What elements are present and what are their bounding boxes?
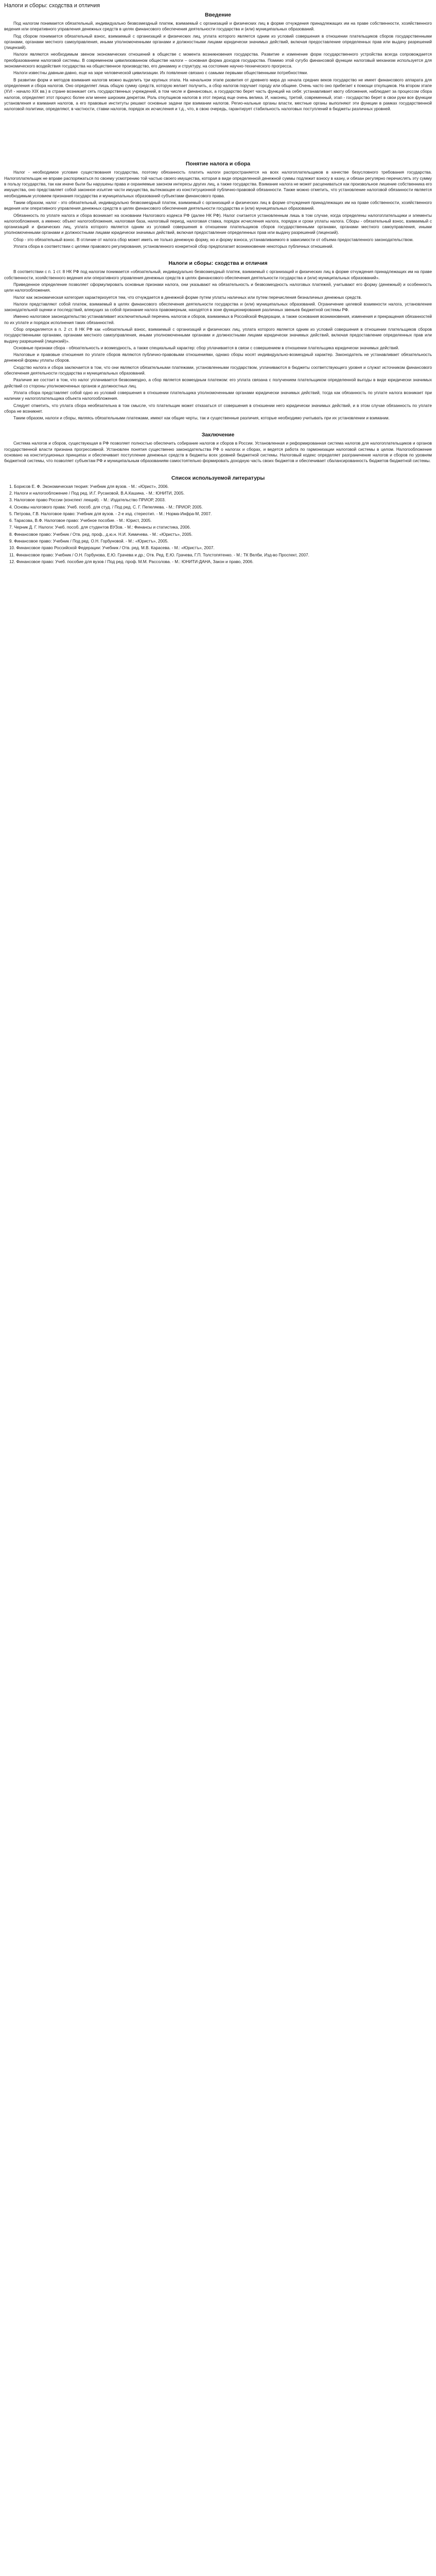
paragraph: Таким образом, налоги и сборы, являясь обязательными платежами, имеют как общие черты, так и существенные различия, которые необходимо учитывать при их установлении и взимании.: [13, 416, 390, 421]
reference-item: 4. Основы налогового права: Учеб. пособ. для студ. / Под ред. С. Г. Пепеляева. - М.: ПРИОР, 2005.: [9, 504, 432, 510]
section-similarities-differences: [4, 260, 432, 421]
page-spacer: [4, 252, 432, 258]
paragraph: Налоговые и правовые отношения по уплате сборов являются публично-правовыми отношениями, однако сборы носят индивидуально-возмездный характер. Законодатель не устанавливает обязательность денежной формы уплаты сборов.: [4, 352, 432, 363]
document-title: Налоги и сборы: сходства и отличия: [4, 3, 100, 9]
paragraph: В развитии форм и методов взимания налогов можно выделить три крупных этапа. На начальном этапе развития от древнего мира до начала средних веков государство не имеет финансового аппарата для определения и сбора налогов. Оно определяет лишь общую сумму средств, которую желает получить, а сбор налогов поручает городу или общине. Очень часто оно прибегает к помощи откупщиков. На втором этапе (XVI - начало XIX вв.) в стране возникает сеть государственных учреждений, в том числе и финансовых, а государство берет часть функций на себя: устанавливает квоту обложения, наблюдает за процессом сбора налогов, определяет этот процесс более или менее широким декретом. Роль откупщиков налогов в этот период еще очень велика. И, наконец, третий, современный, этап - государство берет в свои руки все функции установления и взимания налогов, а его правовые институты решают основные задачи при взимании налогов. Регио-нальные органы власти, местные органы выполняют эти функции в рамках государственной налоговой политики, определяют, в частности, ставки налогов, порядок их исчисления и т.д., что, в свою очередь, гарантирует стабильность налоговых поступлений в бюджеты различных уровней.: [4, 77, 432, 112]
paragraph: Налоги известны давным-давно, еще на заре человеческой цивилизации. Их появление связано с самыми первыми общественными потребностями.: [13, 71, 308, 76]
section-concept: [4, 160, 432, 249]
page-spacer: [4, 467, 432, 472]
paragraph: Уплата сбора представляет собой одно из условий совершения в отношении плательщика уполномоченными органами юридически значимых действий, тогда как обязанность по уплате налога возникает при наличии у налогоплательщика объекта налогообложения.: [4, 390, 432, 401]
paragraph: Следует отметить, что уплата сбора необязательна в том смысле, что плательщик может отказаться от совершения в отношении него юридически значимых действий, и в этом случае обязанность по уплате сбора не возникнет.: [4, 403, 432, 414]
page-spacer: [4, 115, 432, 158]
paragraph: Приведенное определение позволяет сформулировать основные признаки налога, они указывают на обязательность и безвозмездность налоговых платежей, учитывают его форму (денежный) и особенность цели налогообложения.: [4, 282, 432, 293]
paragraph: Сбор - это обязательный взнос. В отличие от налога сбор может иметь не только денежную форму, но и форму взноса, устанавливаемого в зависимости от объема предоставленного законодательством.: [13, 237, 414, 242]
section-conclusion: [4, 431, 432, 464]
document-page: [0, 0, 436, 578]
reference-item: 3. Налоговое право России (конспект лекций). - М.: Издательство ПРИОР, 2003.: [9, 497, 432, 503]
reference-item: 9. Финансовое право: Учебник / Под ред. О.Н. Горбуновой. - М.: «Юристъ», 2005.: [9, 538, 432, 544]
paragraph: Уплата сбора в соответствии с целями правового регулирования, установленного конкретной сбор предполагает возникновение некоторых публичных отношений.: [13, 244, 334, 249]
reference-item: 6. Тарасова, В.Ф. Налоговое право: Учебное пособие. - М.: Юрист, 2005.: [9, 518, 432, 523]
page-spacer: [4, 424, 432, 429]
paragraph: В соответствии с п. 1 ст. 8 НК РФ под налогом понимается «обязательный, индивидуально безвозмездный платеж, взимаемый с организаций и физических лиц в форме отчуждения принадлежащих им на праве собственности, хозяйственного ведения или оперативного управления денежных средств в целях финансового обеспечения деятельности государства и (или) муниципальных образований».: [4, 269, 432, 280]
paragraph: Сбор определяется в п. 2 ст. 8 НК РФ как «обязательный взнос, взимаемый с организаций и физических лиц, уплата которого является одним из условий совершения в отношении плательщиков сборов государственными органами, органами местного самоуправления, иными уполномоченными органами и должностными лицами юридически значимых действий, включая предоставление определенных прав или выдачу разрешений (лицензий)».: [4, 327, 432, 344]
reference-item: 12. Финансовое право: Учеб. пособие для вузов / Под ред. проф. М.М. Рассолова. - М.: ЮНИТИ-ДАНА, Закон и право, 2006.: [9, 559, 432, 565]
section-heading: Введение: [205, 12, 231, 18]
section-heading: Понятие налога и сбора: [185, 161, 251, 167]
section-heading: Заключение: [201, 432, 235, 438]
paragraph: Налоги представляют собой платеж, взимаемый в целях финансового обеспечения деятельности государства и (или) муниципальных образований. Ограничение целевой взаимности налога, установление законодательной оценки и последствий, влекущих за собой признание налога правомерным, находятся в зоне функционирования различных звеньев бюджетной системы РФ.: [4, 301, 432, 313]
reference-item: 1. Борисов Е. Ф. Экономическая теория: Учебник для вузов. - М.: «Юрист», 2006.: [9, 484, 432, 489]
reference-item: 2. Налоги и налогообложение / Под ред. И.Г. Русаковой, В.А.Кашина. - М.: ЮНИТИ, 2005.: [9, 490, 432, 496]
reference-item: 10. Финансовое право Российской Федерации: Учебник / Отв. ред. М.В. Карасева. - М.: «Юристъ», 2007.: [9, 545, 432, 551]
reference-item: 5. Петрова, Г.В. Налоговое право: Учебник для вузов. - 2-е изд. стереотип. - М.: Норма-Инфра-М, 2007.: [9, 511, 432, 517]
section-references: [4, 474, 432, 565]
paragraph: Налог как экономическая категория характеризуется тем, что отчуждается в денежной форме путем уплаты наличных или путем перечисления безналичных денежных средств.: [13, 295, 362, 300]
paragraph: Основные признаки сбора - обязательность и возмездность, а также специальный характер: сбор уплачивается в связи с совершением в отношении плательщика юридически значимых действий.: [13, 345, 399, 350]
paragraph: Налог - необходимое условие существования государства, поэтому обязанность платить налоги распространяется на всех налогоплательщиков в качестве безусловного требования государства. Налогоплательщик не вправе распоряжаться по своему усмотрению той частью своего имущества, которая в виде определенной денежной суммы подлежит взносу в казну, и обязан регулярно перечислять эту сумму в пользу государства, так как иначе были бы нарушены права и охраняемые законом интересы других лиц, а также государства. Взимание налога не может расцениваться как произвольное лишение собственника его имущества, оно представляет собой законное изъятие части имущества, вытекающее из конституционной публично-правовой обязанности. Также можно отметить, что установление налоговой обязанности является необходимым условием признания государства и муниципальных образований субъектами финансового права.: [4, 170, 432, 198]
section-heading: Список используемой литературы: [171, 474, 265, 481]
reference-item: 11. Финансовое право: Учебник / О.Н. Горбунова, Е.Ю. Грачева и др.; Отв. Ред. Е.Ю. Грачева, Г.П. Толстопятенко. - М.: ТК Велби, Изд-во Проспект, 2007.: [9, 552, 432, 558]
reference-list: [4, 484, 432, 565]
paragraph: Система налогов и сборов, существующая в РФ позволяет полностью обеспечить собирание налогов и сборов в России. Установленная и реформированная система налогов для налогоплательщиков и органов государственной власти признана прогрессивной. Установлен понятия существенно законодательства РФ о налогах и сборах, и ведется работа по гармонизации налоговой системы в целом. Налогообложение основано на конституционных принципах и обеспечивает поступление денежных средств в бюджеты всех уровней бюджетной системы. Налоговый кодекс определяет разграничение налогов и сборов по уровням бюджетной системы, что позволяет субъектам РФ и муниципальным образованиям самостоятельно формировать доходную часть своих бюджетов и обеспечивает сбалансированность бюджетов бюджетной системы.: [4, 441, 432, 464]
paragraph: Сходство налога и сбора заключается в том, что они являются обязательными платежами, установленными государством, уплачиваются в бюджеты соответствующего уровня и служат источником финансового обеспечения деятельности государства и муниципальных образований.: [4, 365, 432, 376]
paragraph: Под сбором понимается обязательный взнос, взимаемый с организаций и физических лиц, уплата которого является одним из условий совершения в отношении плательщиков сборов государственными органами, органами местного самоуправления, иными уполномоченными органами и должностными лицами юридически значимых действий, включая предоставление определенных прав или выдачу разрешений (лицензий).: [4, 33, 432, 50]
paragraph: Различие же состоит в том, что налог уплачивается безвозмездно, а сбор является возмездным платежом: его уплата связана с получением плательщиком определенной выгоды в виде юридически значимых действий со стороны уполномоченных органов и должностных лиц.: [4, 378, 432, 388]
paragraph: Таким образом, налог - это обязательный, индивидуально безвозмездный платеж, взимаемый с организаций и физических лиц в форме отчуждения принадлежащих им на праве собственности, хозяйственного ведения или оперативного управления денежных средств в целях финансового обеспечения деятельности государства и (или) муниципальных образований.: [4, 200, 432, 211]
reference-item: 7. Черник Д. Г. Налоги: Учеб. пособ. для студентов ВУЗов. - М.: Финансы и статистика, 2006.: [9, 524, 432, 530]
paragraph: Обязанность по уплате налога и сбора возникает на основании Налогового кодекса РФ (далее НК РФ). Налог считается установленным лишь в том случае, когда определены налогоплательщики и элементы налогообложения, а именно: объект налогообложения, налоговая база, налоговый период, налоговая ставка, порядок исчисления налога, порядок и сроки уплаты налога. Сборы - обязательный взнос, взимаемый с организаций и физических лиц, уплата которого является одним из условий совершения в отношении плательщиков сборов государственными органами, органами местного самоуправления, иными уполномоченными органами и должностными лицами юридически значимых действий, включая предоставление определенных прав или выдачу разрешений (лицензий).: [4, 213, 432, 235]
paragraph: Под налогом понимается обязательный, индивидуально безвозмездный платеж, взимаемый с организаций и физических лиц в форме отчуждения принадлежащих им на праве собственности, хозяйственного ведения или оперативного управления денежных средств в целях финансового обеспечения деятельности государства и (или) муниципальных образований.: [4, 21, 432, 32]
paragraph: Налоги являются необходимым звеном экономических отношений в обществе с момента возникновения государства. Развитие и изменение форм государственного устройства всегда сопровождается преобразованием налоговой системы. В современном цивилизованном обществе налоги – основная форма доходов государства. Помимо этой сугубо финансовой функции налоговый механизм используется для экономического воздействия государства на общественное производство, его динамику и структуру, на состояние научно-технического прогресса.: [4, 52, 432, 69]
section-heading: Налоги и сборы: сходства и отличия: [168, 260, 268, 267]
paragraph: Именно налоговое законодательство устанавливает исключительный перечень налогов и сборов, взимаемых в Российской Федерации, а также основания возникновения, изменения и прекращения обязанностей по их уплате и порядок исполнения таких обязанностей.: [4, 314, 432, 325]
section-introduction: [4, 11, 432, 112]
reference-item: 8. Финансовое право: Учебник / Отв. ред. проф., д.ю.н. Н.И. Химичева. - М.: «Юристъ», 2005.: [9, 532, 432, 537]
